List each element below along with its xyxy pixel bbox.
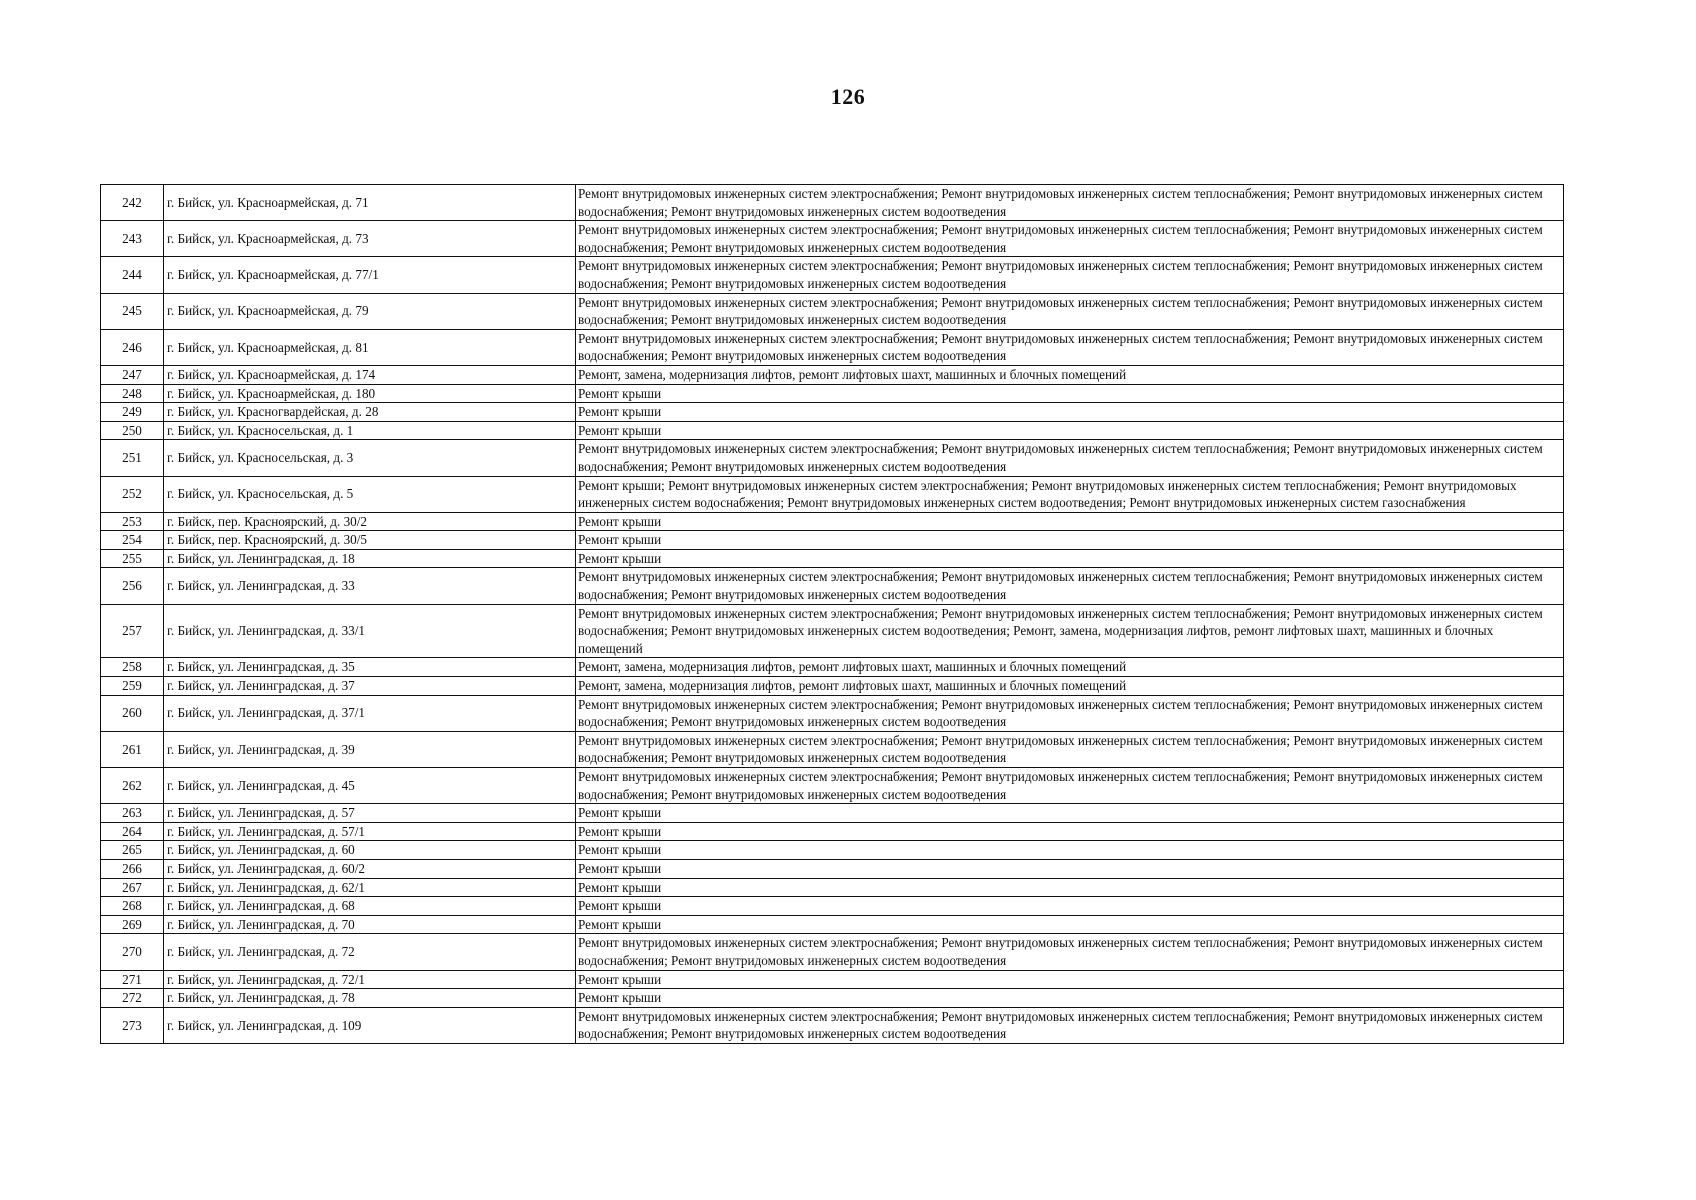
works-cell: Ремонт внутридомовых инженерных систем электроснабжения; Ремонт внутридомовых инженерных систем теплоснабжения; Ремонт внутридомовых инженерных систем водоснабжения; Ремонт внутридомовых инженерных систем водоотведения (576, 440, 1564, 476)
works-cell: Ремонт, замена, модернизация лифтов, ремонт лифтовых шахт, машинных и блочных помещений (576, 658, 1564, 677)
address-cell: г. Бийск, ул. Ленинградская, д. 18 (164, 549, 576, 568)
works-cell: Ремонт внутридомовых инженерных систем электроснабжения; Ремонт внутридомовых инженерных систем теплоснабжения; Ремонт внутридомовых инженерных систем водоснабжения; Ремонт внутридомовых инженерных систем водоотведения (576, 568, 1564, 604)
row-number-cell: 256 (101, 568, 164, 604)
table-row (101, 549, 1564, 568)
row-number-cell: 248 (101, 384, 164, 403)
address-cell: г. Бийск, ул. Ленинградская, д. 33 (164, 568, 576, 604)
address-cell: г. Бийск, ул. Ленинградская, д. 60 (164, 841, 576, 860)
row-number-cell: 262 (101, 768, 164, 804)
works-cell: Ремонт крыши (576, 822, 1564, 841)
row-number-cell: 268 (101, 897, 164, 916)
address-cell: г. Бийск, ул. Ленинградская, д. 60/2 (164, 859, 576, 878)
works-cell: Ремонт внутридомовых инженерных систем электроснабжения; Ремонт внутридомовых инженерных систем теплоснабжения; Ремонт внутридомовых инженерных систем водоснабжения; Ремонт внутридомовых инженерных систем водоотведения (576, 731, 1564, 767)
works-cell: Ремонт крыши (576, 878, 1564, 897)
table-row (101, 512, 1564, 531)
table-row (101, 841, 1564, 860)
row-number-cell: 267 (101, 878, 164, 897)
row-number-cell: 264 (101, 822, 164, 841)
address-cell: г. Бийск, ул. Ленинградская, д. 45 (164, 768, 576, 804)
table-row (101, 822, 1564, 841)
works-cell: Ремонт крыши (576, 970, 1564, 989)
row-number-cell: 243 (101, 221, 164, 257)
table-row (101, 568, 1564, 604)
row-number-cell: 261 (101, 731, 164, 767)
row-number-cell: 245 (101, 293, 164, 329)
row-number-cell: 263 (101, 804, 164, 823)
table-row (101, 878, 1564, 897)
row-number-cell: 259 (101, 677, 164, 696)
row-number-cell: 258 (101, 658, 164, 677)
address-cell: г. Бийск, ул. Ленинградская, д. 62/1 (164, 878, 576, 897)
table-row (101, 221, 1564, 257)
table-row (101, 804, 1564, 823)
address-cell: г. Бийск, ул. Ленинградская, д. 109 (164, 1007, 576, 1043)
address-cell: г. Бийск, ул. Красноармейская, д. 174 (164, 365, 576, 384)
works-cell: Ремонт крыши (576, 531, 1564, 550)
works-cell: Ремонт, замена, модернизация лифтов, ремонт лифтовых шахт, машинных и блочных помещений (576, 365, 1564, 384)
works-cell: Ремонт крыши (576, 859, 1564, 878)
address-cell: г. Бийск, ул. Красноармейская, д. 71 (164, 185, 576, 221)
row-number-cell: 257 (101, 604, 164, 658)
works-cell: Ремонт внутридомовых инженерных систем электроснабжения; Ремонт внутридомовых инженерных систем теплоснабжения; Ремонт внутридомовых инженерных систем водоснабжения; Ремонт внутридомовых инженерных систем водоотведения; Ремонт, замена, модернизация лифтов, ремонт лифтовых шахт, машинных и блочных помещений (576, 604, 1564, 658)
table-row (101, 768, 1564, 804)
table-row (101, 403, 1564, 422)
works-cell: Ремонт крыши (576, 915, 1564, 934)
address-cell: г. Бийск, ул. Красноармейская, д. 180 (164, 384, 576, 403)
works-cell: Ремонт внутридомовых инженерных систем электроснабжения; Ремонт внутридомовых инженерных систем теплоснабжения; Ремонт внутридомовых инженерных систем водоснабжения; Ремонт внутридомовых инженерных систем водоотведения (576, 293, 1564, 329)
works-cell: Ремонт крыши (576, 549, 1564, 568)
works-cell: Ремонт внутридомовых инженерных систем электроснабжения; Ремонт внутридомовых инженерных систем теплоснабжения; Ремонт внутридомовых инженерных систем водоснабжения; Ремонт внутридомовых инженерных систем водоотведения (576, 695, 1564, 731)
address-cell: г. Бийск, ул. Ленинградская, д. 39 (164, 731, 576, 767)
table-row (101, 859, 1564, 878)
table-row (101, 677, 1564, 696)
address-cell: г. Бийск, ул. Ленинградская, д. 33/1 (164, 604, 576, 658)
address-cell: г. Бийск, пер. Красноярский, д. 30/2 (164, 512, 576, 531)
table-row (101, 970, 1564, 989)
table-row (101, 934, 1564, 970)
row-number-cell: 255 (101, 549, 164, 568)
address-cell: г. Бийск, ул. Красносельская, д. 1 (164, 421, 576, 440)
works-cell: Ремонт крыши (576, 384, 1564, 403)
row-number-cell: 246 (101, 329, 164, 365)
row-number-cell: 244 (101, 257, 164, 293)
works-cell: Ремонт крыши; Ремонт внутридомовых инженерных систем электроснабжения; Ремонт внутридомовых инженерных систем теплоснабжения; Ремонт внутридомовых инженерных систем водоснабжения; Ремонт внутридомовых инженерных систем водоотведения; Ремонт внутридомовых инженерных систем газоснабжения (576, 476, 1564, 512)
row-number-cell: 250 (101, 421, 164, 440)
row-number-cell: 247 (101, 365, 164, 384)
works-cell: Ремонт внутридомовых инженерных систем электроснабжения; Ремонт внутридомовых инженерных систем теплоснабжения; Ремонт внутридомовых инженерных систем водоснабжения; Ремонт внутридомовых инженерных систем водоотведения (576, 185, 1564, 221)
row-number-cell: 242 (101, 185, 164, 221)
works-cell: Ремонт крыши (576, 512, 1564, 531)
table-row (101, 658, 1564, 677)
address-cell: г. Бийск, ул. Ленинградская, д. 57/1 (164, 822, 576, 841)
works-cell: Ремонт внутридомовых инженерных систем электроснабжения; Ремонт внутридомовых инженерных систем теплоснабжения; Ремонт внутридомовых инженерных систем водоснабжения; Ремонт внутридомовых инженерных систем водоотведения (576, 768, 1564, 804)
row-number-cell: 273 (101, 1007, 164, 1043)
address-cell: г. Бийск, ул. Ленинградская, д. 68 (164, 897, 576, 916)
address-cell: г. Бийск, ул. Красносельская, д. 5 (164, 476, 576, 512)
table-row (101, 989, 1564, 1008)
row-number-cell: 266 (101, 859, 164, 878)
table-row (101, 384, 1564, 403)
address-cell: г. Бийск, ул. Ленинградская, д. 72/1 (164, 970, 576, 989)
table-row (101, 897, 1564, 916)
works-cell: Ремонт внутридомовых инженерных систем электроснабжения; Ремонт внутридомовых инженерных систем теплоснабжения; Ремонт внутридомовых инженерных систем водоснабжения; Ремонт внутридомовых инженерных систем водоотведения (576, 257, 1564, 293)
works-cell: Ремонт внутридомовых инженерных систем электроснабжения; Ремонт внутридомовых инженерных систем теплоснабжения; Ремонт внутридомовых инженерных систем водоснабжения; Ремонт внутридомовых инженерных систем водоотведения (576, 934, 1564, 970)
row-number-cell: 265 (101, 841, 164, 860)
table-row (101, 293, 1564, 329)
works-cell: Ремонт крыши (576, 403, 1564, 422)
works-cell: Ремонт внутридомовых инженерных систем электроснабжения; Ремонт внутридомовых инженерных систем теплоснабжения; Ремонт внутридомовых инженерных систем водоснабжения; Ремонт внутридомовых инженерных систем водоотведения (576, 1007, 1564, 1043)
table-row (101, 329, 1564, 365)
table-row (101, 421, 1564, 440)
table-row (101, 531, 1564, 550)
address-cell: г. Бийск, ул. Красноармейская, д. 79 (164, 293, 576, 329)
works-cell: Ремонт внутридомовых инженерных систем электроснабжения; Ремонт внутридомовых инженерных систем теплоснабжения; Ремонт внутридомовых инженерных систем водоснабжения; Ремонт внутридомовых инженерных систем водоотведения (576, 329, 1564, 365)
address-cell: г. Бийск, ул. Красногвардейская, д. 28 (164, 403, 576, 422)
address-cell: г. Бийск, ул. Ленинградская, д. 35 (164, 658, 576, 677)
works-cell: Ремонт крыши (576, 989, 1564, 1008)
works-cell: Ремонт, замена, модернизация лифтов, ремонт лифтовых шахт, машинных и блочных помещений (576, 677, 1564, 696)
table-row (101, 695, 1564, 731)
row-number-cell: 252 (101, 476, 164, 512)
page-number: 126 (830, 84, 866, 109)
row-number-cell: 270 (101, 934, 164, 970)
address-cell: г. Бийск, ул. Красносельская, д. 3 (164, 440, 576, 476)
table-body (101, 185, 1564, 1044)
address-cell: г. Бийск, ул. Ленинградская, д. 70 (164, 915, 576, 934)
row-number-cell: 249 (101, 403, 164, 422)
address-cell: г. Бийск, пер. Красноярский, д. 30/5 (164, 531, 576, 550)
works-cell: Ремонт крыши (576, 897, 1564, 916)
row-number-cell: 272 (101, 989, 164, 1008)
table-row (101, 476, 1564, 512)
address-cell: г. Бийск, ул. Красноармейская, д. 73 (164, 221, 576, 257)
address-cell: г. Бийск, ул. Ленинградская, д. 72 (164, 934, 576, 970)
address-cell: г. Бийск, ул. Ленинградская, д. 57 (164, 804, 576, 823)
works-cell: Ремонт внутридомовых инженерных систем электроснабжения; Ремонт внутридомовых инженерных систем теплоснабжения; Ремонт внутридомовых инженерных систем водоснабжения; Ремонт внутридомовых инженерных систем водоотведения (576, 221, 1564, 257)
row-number-cell: 269 (101, 915, 164, 934)
works-cell: Ремонт крыши (576, 841, 1564, 860)
table-row (101, 257, 1564, 293)
table-row (101, 440, 1564, 476)
repair-works-table (100, 184, 1564, 1044)
row-number-cell: 254 (101, 531, 164, 550)
row-number-cell: 251 (101, 440, 164, 476)
table-row (101, 604, 1564, 658)
address-cell: г. Бийск, ул. Красноармейская, д. 77/1 (164, 257, 576, 293)
address-cell: г. Бийск, ул. Ленинградская, д. 37/1 (164, 695, 576, 731)
address-cell: г. Бийск, ул. Ленинградская, д. 37 (164, 677, 576, 696)
works-cell: Ремонт крыши (576, 421, 1564, 440)
table-row (101, 731, 1564, 767)
row-number-cell: 271 (101, 970, 164, 989)
works-cell: Ремонт крыши (576, 804, 1564, 823)
row-number-cell: 253 (101, 512, 164, 531)
table-row (101, 915, 1564, 934)
table-row (101, 1007, 1564, 1043)
address-cell: г. Бийск, ул. Красноармейская, д. 81 (164, 329, 576, 365)
row-number-cell: 260 (101, 695, 164, 731)
table-row (101, 185, 1564, 221)
table-row (101, 365, 1564, 384)
address-cell: г. Бийск, ул. Ленинградская, д. 78 (164, 989, 576, 1008)
